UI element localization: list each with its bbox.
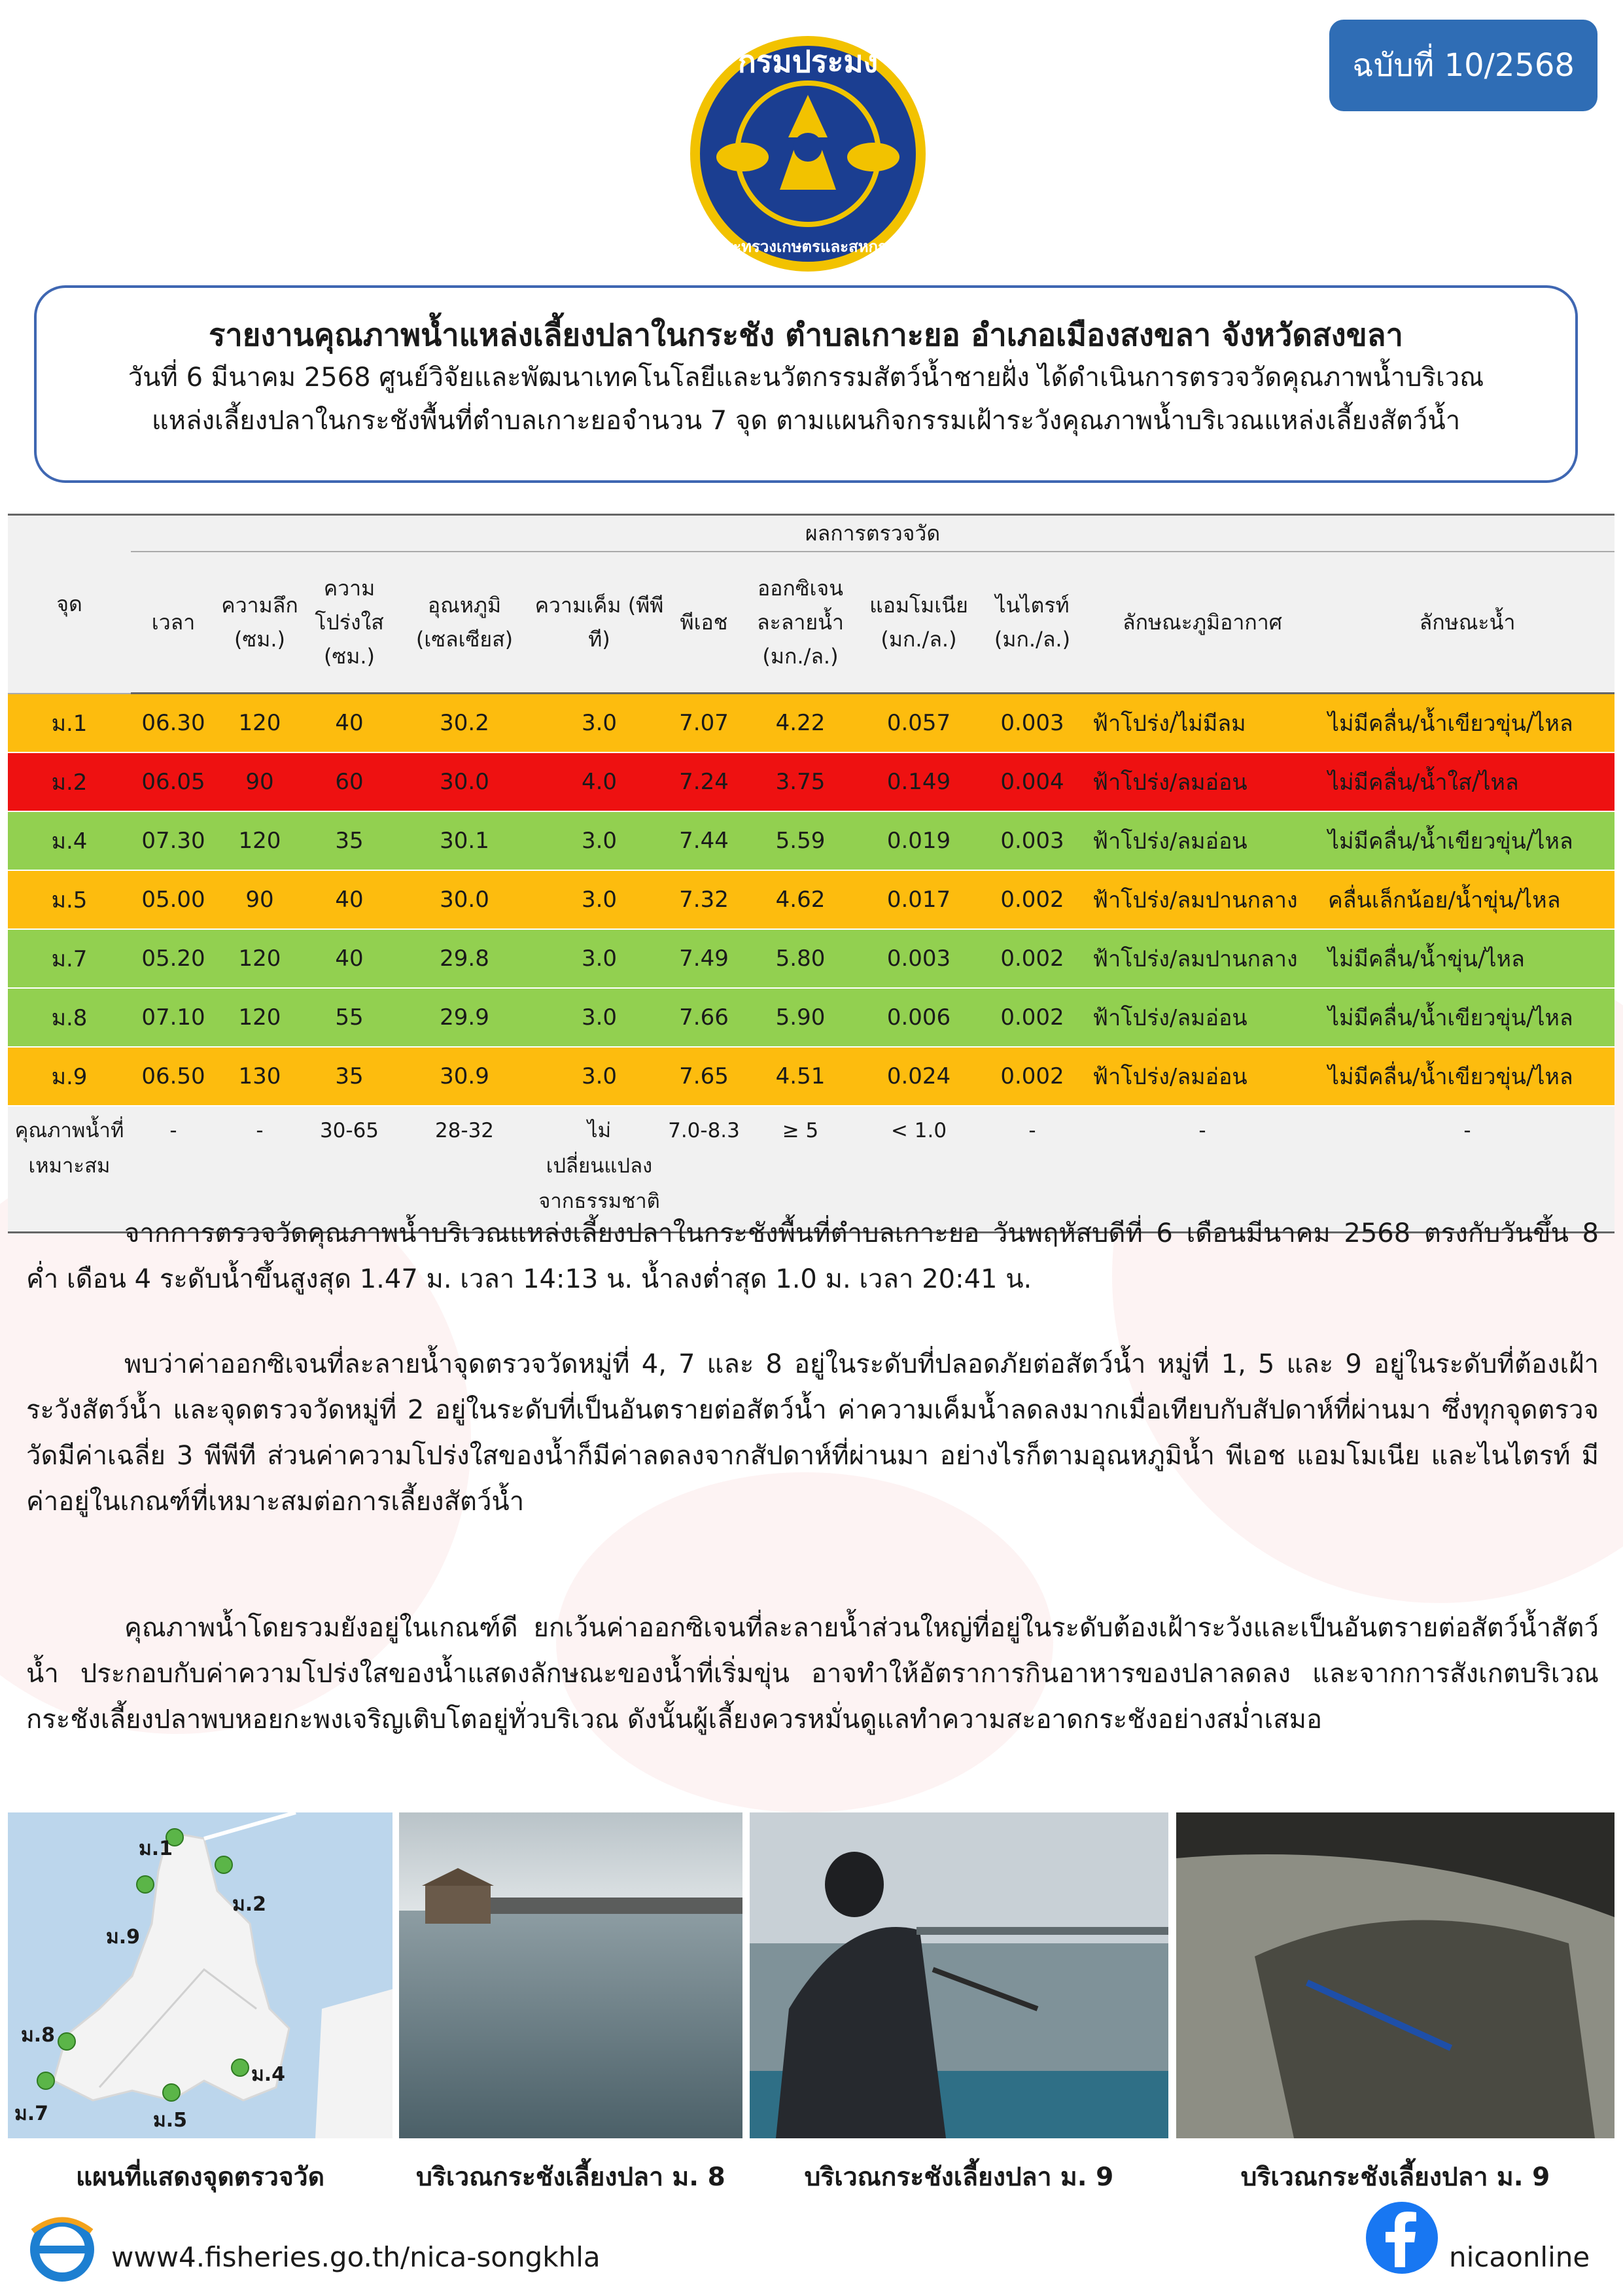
standard-weather: -	[1085, 1106, 1320, 1233]
caption-map: แผนที่แสดงจุดตรวจวัด	[75, 2163, 325, 2192]
map-label-m9: ม.9	[106, 1926, 141, 1949]
website-link[interactable]: www4.fisheries.go.th/nica-songkhla	[111, 2241, 601, 2273]
header-weather: ลักษณะภูมิอากาศ	[1085, 552, 1320, 694]
header-ph: พีเอช	[665, 552, 743, 694]
cell-nitrite: 0.003	[980, 811, 1085, 870]
cell-temp: 30.2	[395, 694, 534, 753]
cell-ammonia: 0.024	[858, 1047, 980, 1106]
cell-weather: ฟ้าโปร่ง/ลมปานกลาง	[1085, 929, 1320, 988]
cell-ammonia: 0.057	[858, 694, 980, 753]
header-water-character: ลักษณะน้ำ	[1320, 552, 1614, 694]
report-intro-line-2: แหล่งเลี้ยงปลาในกระชังพื้นที่ตำบลเกาะยอจำนวน 7 จุด ตามแผนกิจกรรมเฝ้าระวังคุณภาพน้ำบริเวณแหล่งเลี้ยงสัตว์น้ำ	[151, 406, 1461, 436]
cell-salinity: 4.0	[534, 752, 665, 811]
standard-ph: 7.0-8.3	[665, 1106, 743, 1233]
cell-ammonia: 0.006	[858, 988, 980, 1047]
report-intro-line-1: วันที่ 6 มีนาคม 2568 ศูนย์วิจัยและพัฒนาเทคโนโลยีและนวัตกรรมสัตว์น้ำชายฝั่ง ได้ดำเนินการตรวจวัดคุณภาพน้ำบริเวณ	[128, 362, 1484, 393]
cell-nitrite: 0.002	[980, 870, 1085, 929]
cell-salinity: 3.0	[534, 694, 665, 753]
cell-depth: 120	[216, 929, 304, 988]
web-icon	[26, 2212, 98, 2284]
map-label-m7: ม.7	[14, 2102, 49, 2125]
cell-clarity: 40	[304, 929, 395, 988]
header-clarity: ความโปร่งใส (ซม.)	[304, 552, 395, 694]
cell-nitrite: 0.002	[980, 929, 1085, 988]
paragraph-3: คุณภาพน้ำโดยรวมยังอยู่ในเกณฑ์ดี ยกเว้นค่าออกซิเจนที่ละลายน้ำส่วนใหญ่ที่อยู่ในระดับต้องเฝ้าระวังและเป็นอันตรายต่อสัตว์น้ำสัตว์น้ำ ประกอบกับค่าความโปร่งใสของน้ำแสดงลักษณะของน้ำที่เริ่มขุ่น อาจทำให้อัตราการกินอาหารของปลาลดลง และจากการสังเกตบริเวณกระชังเลี้ยงปลาพบหอยกะพงเจริญเติบโตอยู่ทั่วบริเวณ ดังนั้นผู้เลี้ยงควรหมั่นดูแลทำความสะอาดกระชังอย่างสม่ำเสมอ	[26, 1613, 1599, 1735]
table-row	[8, 870, 1614, 929]
cell-do: 5.59	[743, 811, 858, 870]
cell-nitrite: 0.002	[980, 988, 1085, 1047]
cell-water: ไม่มีคลื่น/น้ำเขียวขุ่น/ไหล	[1320, 1047, 1614, 1106]
cell-ph: 7.66	[665, 988, 743, 1047]
cell-water: ไม่มีคลื่น/น้ำเขียวขุ่น/ไหล	[1320, 811, 1614, 870]
cell-salinity: 3.0	[534, 1047, 665, 1106]
cell-temp: 30.0	[395, 870, 534, 929]
standard-ammonia: < 1.0	[858, 1106, 980, 1233]
standard-salinity: ไม่เปลี่ยนแปลงจากธรรมชาติ	[534, 1106, 665, 1233]
cell-time: 06.05	[131, 752, 216, 811]
cell-ph: 7.24	[665, 752, 743, 811]
caption-photo-2: บริเวณกระชังเลี้ยงปลา ม. 9	[804, 2163, 1114, 2192]
cell-clarity: 35	[304, 1047, 395, 1106]
cell-depth: 120	[216, 988, 304, 1047]
department-of-fisheries-logo	[680, 33, 935, 275]
standard-clarity: 30-65	[304, 1106, 395, 1233]
cell-do: 4.51	[743, 1047, 858, 1106]
cell-point: ม.4	[8, 811, 131, 870]
table-row	[8, 811, 1614, 870]
water-quality-table	[8, 514, 1614, 1233]
photo-net-mussels-m9	[1176, 1812, 1614, 2138]
paragraph-1: จากการตรวจวัดคุณภาพน้ำบริเวณแหล่งเลี้ยงปลาในกระชังพื้นที่ตำบลเกาะยอ วันพฤหัสบดีที่ 6 เดือนมีนาคม 2568 ตรงกับวันขึ้น 8 ค่ำ เดือน 4 ระดับน้ำขึ้นสูงสุด 1.47 ม. เวลา 14:13 น. น้ำลงต่ำสุด 1.0 ม. เวลา 20:41 น.	[26, 1218, 1599, 1294]
cell-depth: 90	[216, 752, 304, 811]
cell-do: 3.75	[743, 752, 858, 811]
cell-ammonia: 0.149	[858, 752, 980, 811]
cell-clarity: 35	[304, 811, 395, 870]
table-row	[8, 694, 1614, 753]
header-nitrite: ไนไตรท์ (มก./ล.)	[980, 552, 1085, 694]
cell-do: 5.80	[743, 929, 858, 988]
cell-clarity: 55	[304, 988, 395, 1047]
cell-ph: 7.44	[665, 811, 743, 870]
cell-point: ม.1	[8, 694, 131, 753]
cell-depth: 90	[216, 870, 304, 929]
cell-point: ม.8	[8, 988, 131, 1047]
cell-time: 07.10	[131, 988, 216, 1047]
cell-weather: ฟ้าโปร่ง/ลมปานกลาง	[1085, 870, 1320, 929]
map-label-m1: ม.1	[139, 1837, 173, 1860]
cell-temp: 30.9	[395, 1047, 534, 1106]
header-salinity: ความเค็ม (พีพีที)	[534, 552, 665, 694]
sampling-point-map	[8, 1812, 393, 2138]
cell-salinity: 3.0	[534, 870, 665, 929]
cell-ph: 7.65	[665, 1047, 743, 1106]
cell-time: 05.20	[131, 929, 216, 988]
map-label-m8: ม.8	[21, 2024, 56, 2047]
cell-temp: 29.9	[395, 988, 534, 1047]
cell-temp: 30.0	[395, 752, 534, 811]
table-row	[8, 988, 1614, 1047]
header-group-results: ผลการตรวจวัด	[131, 515, 1614, 552]
facebook-icon[interactable]	[1366, 2202, 1438, 2274]
cell-temp: 29.8	[395, 929, 534, 988]
table-row	[8, 929, 1614, 988]
cell-water: คลื่นเล็กน้อย/น้ำขุ่น/ไหล	[1320, 870, 1614, 929]
header-depth: ความลึก (ซม.)	[216, 552, 304, 694]
cell-weather: ฟ้าโปร่ง/ลมอ่อน	[1085, 988, 1320, 1047]
cell-salinity: 3.0	[534, 811, 665, 870]
cell-time: 05.00	[131, 870, 216, 929]
cell-do: 5.90	[743, 988, 858, 1047]
cell-ammonia: 0.017	[858, 870, 980, 929]
map-label-m5: ม.5	[153, 2109, 188, 2132]
header-time: เวลา	[131, 552, 216, 694]
caption-photo-1: บริเวณกระชังเลี้ยงปลา ม. 8	[416, 2163, 725, 2192]
cell-salinity: 3.0	[534, 929, 665, 988]
cell-ph: 7.32	[665, 870, 743, 929]
cell-point: ม.2	[8, 752, 131, 811]
cell-weather: ฟ้าโปร่ง/ลมอ่อน	[1085, 1047, 1320, 1106]
cell-weather: ฟ้าโปร่ง/ลมอ่อน	[1085, 752, 1320, 811]
report-title-box	[34, 285, 1578, 483]
facebook-link[interactable]: nicaonline	[1449, 2241, 1590, 2273]
cell-clarity: 40	[304, 694, 395, 753]
header-dissolved-oxygen: ออกซิเจนละลายน้ำ (มก./ล.)	[743, 552, 858, 694]
header-ammonia: แอมโมเนีย (มก./ล.)	[858, 552, 980, 694]
logo-bottom-text: กระทรวงเกษตรและสหกรณ์	[714, 238, 901, 256]
standard-do: ≥ 5	[743, 1106, 858, 1233]
cell-weather: ฟ้าโปร่ง/ไม่มีลม	[1085, 694, 1320, 753]
cell-weather: ฟ้าโปร่ง/ลมอ่อน	[1085, 811, 1320, 870]
cell-point: ม.9	[8, 1047, 131, 1106]
cell-time: 06.30	[131, 694, 216, 753]
caption-photo-3: บริเวณกระชังเลี้ยงปลา ม. 9	[1240, 2163, 1550, 2192]
cell-time: 07.30	[131, 811, 216, 870]
standard-nitrite: -	[980, 1106, 1085, 1233]
paragraph-2: พบว่าค่าออกซิเจนที่ละลายน้ำจุดตรวจวัดหมู่ที่ 4, 7 และ 8 อยู่ในระดับที่ปลอดภัยต่อสัตว์น้ำ หมู่ที่ 1, 5 และ 9 อยู่ในระดับที่ต้องเฝ้าระวังสัตว์น้ำ และจุดตรวจวัดหมู่ที่ 2 อยู่ในระดับที่เป็นอันตรายต่อสัตว์น้ำ ค่าความเค็มน้ำลดลงมากเมื่อเทียบกับสัปดาห์ที่ผ่านมา ซึ่งทุกจุดตรวจวัดมีค่าเฉลี่ย 3 พีพีที ส่วนค่าความโปร่งใสของน้ำก็มีค่าลดลงจากสัปดาห์ที่ผ่านมา อย่างไรก็ตามอุณหภูมิน้ำ พีเอช แอมโมเนีย และไนไตรท์ มีค่าอยู่ในเกณฑ์ที่เหมาะสมต่อการเลี้ยงสัตว์น้ำ	[26, 1349, 1599, 1517]
cell-depth: 120	[216, 694, 304, 753]
cell-time: 06.50	[131, 1047, 216, 1106]
report-title: รายงานคุณภาพน้ำแหล่งเลี้ยงปลาในกระชัง ตำบลเกาะยอ อำเภอเมืองสงขลา จังหวัดสงขลา	[209, 317, 1403, 353]
cell-nitrite: 0.003	[980, 694, 1085, 753]
table-row	[8, 1047, 1614, 1106]
cell-water: ไม่มีคลื่น/น้ำเขียวขุ่น/ไหล	[1320, 694, 1614, 753]
cell-point: ม.5	[8, 870, 131, 929]
cell-depth: 130	[216, 1047, 304, 1106]
cell-clarity: 60	[304, 752, 395, 811]
standard-point: คุณภาพน้ำที่เหมาะสม	[8, 1106, 131, 1233]
cell-water: ไม่มีคลื่น/น้ำใส/ไหล	[1320, 752, 1614, 811]
header-point: จุด	[8, 515, 131, 694]
cell-nitrite: 0.002	[980, 1047, 1085, 1106]
cell-ph: 7.07	[665, 694, 743, 753]
cell-point: ม.7	[8, 929, 131, 988]
cell-salinity: 3.0	[534, 988, 665, 1047]
map-label-m2: ม.2	[232, 1893, 267, 1916]
cell-ammonia: 0.019	[858, 811, 980, 870]
logo-top-text: กรมประมง	[737, 44, 879, 79]
cell-ph: 7.49	[665, 929, 743, 988]
photo-boat-m9	[750, 1812, 1168, 2138]
cell-water: ไม่มีคลื่น/น้ำเขียวขุ่น/ไหล	[1320, 988, 1614, 1047]
standard-time: -	[131, 1106, 216, 1233]
standard-water: -	[1320, 1106, 1614, 1233]
cell-ammonia: 0.003	[858, 929, 980, 988]
cell-do: 4.22	[743, 694, 858, 753]
standard-temp: 28-32	[395, 1106, 534, 1233]
standard-depth: -	[216, 1106, 304, 1233]
cell-do: 4.62	[743, 870, 858, 929]
header-temperature: อุณหภูมิ (เซลเซียส)	[395, 552, 534, 694]
table-row	[8, 752, 1614, 811]
cell-water: ไม่มีคลื่น/น้ำขุ่น/ไหล	[1320, 929, 1614, 988]
photo-fish-cages-m8	[399, 1812, 742, 2138]
cell-depth: 120	[216, 811, 304, 870]
issue-number-badge: ฉบับที่ 10/2568	[1329, 20, 1597, 111]
cell-clarity: 40	[304, 870, 395, 929]
cell-nitrite: 0.004	[980, 752, 1085, 811]
map-label-m4: ม.4	[251, 2063, 286, 2086]
cell-temp: 30.1	[395, 811, 534, 870]
